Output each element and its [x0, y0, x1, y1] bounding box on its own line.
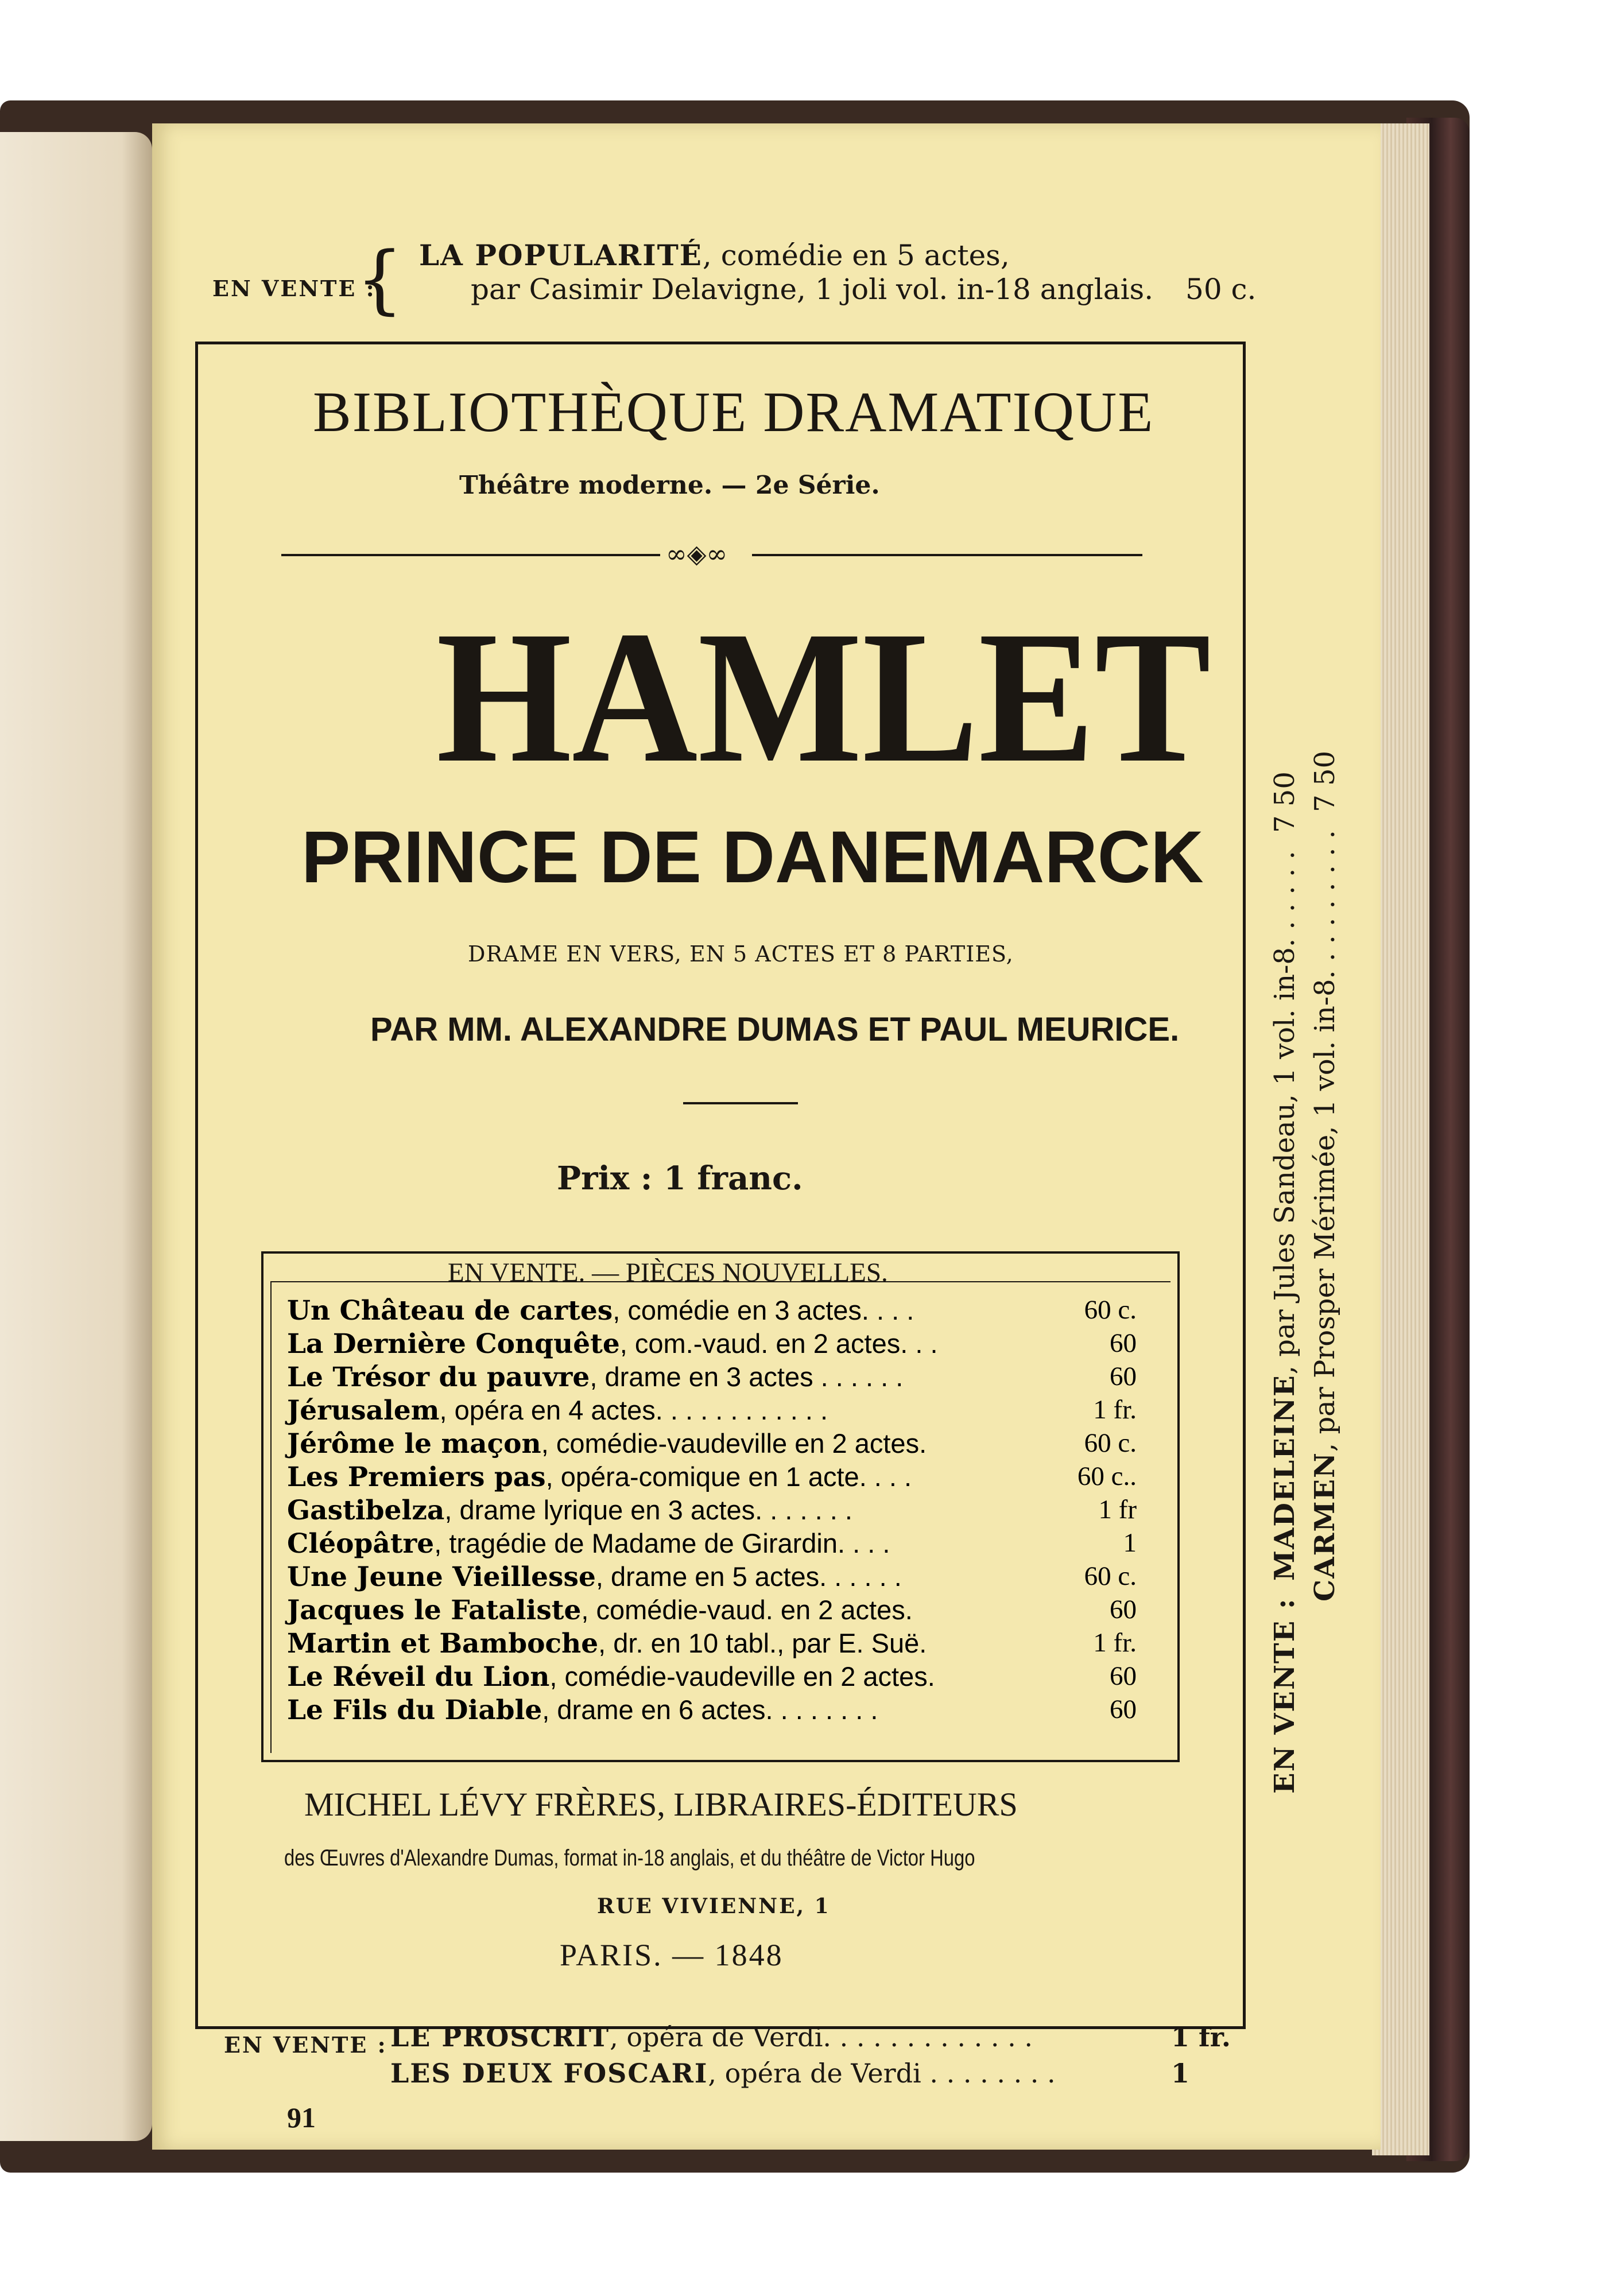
catalog-item-title: Les Premiers pas	[287, 1461, 546, 1493]
catalog-item-price: 60	[1110, 1694, 1137, 1724]
catalog-row	[287, 1461, 1160, 1494]
footer-line2	[390, 2058, 1056, 2089]
catalog-item-desc: , com.-vaud. en 2 actes. . .	[619, 1328, 938, 1359]
catalog-item-title: Le Réveil du Lion	[287, 1661, 550, 1693]
short-rule	[683, 1102, 798, 1104]
series-title: BIBLIOTHÈQUE DRAMATIQUE	[313, 380, 1154, 444]
page-edges	[1372, 123, 1429, 2155]
ornament-icon: ∞◈∞	[666, 540, 728, 569]
catalog-item-price: 1 fr.	[1093, 1628, 1137, 1658]
catalog-item-desc: , drame en 5 actes. . . . . .	[595, 1561, 902, 1592]
catalog-item-price: 60	[1110, 1362, 1137, 1391]
catalog-item-desc: , tragédie de Madame de Girardin. . . .	[434, 1528, 890, 1558]
footer-line1-rest: , opéra de Verdi. . . . . . . . . . . . .	[610, 2022, 1033, 2053]
catalog-item-price: 60	[1110, 1661, 1137, 1691]
catalog-item-price: 60 c..	[1077, 1461, 1137, 1491]
footer-line1	[390, 2022, 1033, 2053]
catalog-row	[287, 1428, 1160, 1461]
catalog-heading: EN VENTE. — PIÈCES NOUVELLES.	[448, 1258, 888, 1287]
play-price: Prix : 1 franc.	[557, 1159, 803, 1197]
catalog-item-title: Jérôme le maçon	[287, 1428, 541, 1460]
catalog-item-title: Un Château de cartes	[287, 1295, 613, 1327]
header-line2-price: 50 c.	[1185, 273, 1257, 306]
catalog-item-title: Le Fils du Diable	[287, 1694, 542, 1726]
catalog-item-price: 1	[1123, 1528, 1137, 1558]
catalog-item-title: Jacques le Fataliste	[287, 1595, 582, 1626]
side-ad-title-carmen: CARMEN	[1309, 1452, 1341, 1601]
header-line1-rest: , comédie en 5 actes,	[702, 239, 1010, 272]
catalog-item-price: 60	[1110, 1595, 1137, 1624]
side-ad-line1-price: 7 50	[1269, 771, 1301, 833]
page-number: 91	[287, 2101, 316, 2134]
catalog-row	[287, 1394, 1160, 1428]
catalog-row	[287, 1294, 1160, 1328]
publisher-address: RUE VIVIENNE, 1	[597, 1894, 831, 1918]
side-ad-line2-rest: , par Prosper Mérimée, 1 vol. in-8. . . . . . . . .	[1309, 830, 1341, 1452]
play-subtitle: PRINCE DE DANEMARCK	[301, 816, 1204, 898]
catalog-item-desc: , comédie-vaudeville en 2 actes.	[541, 1428, 927, 1459]
footer-line1-price: 1 fr.	[1171, 2022, 1231, 2053]
publisher-name: MICHEL LÉVY FRÈRES, LIBRAIRES-ÉDITEURS	[304, 1786, 1018, 1823]
catalog-item-price: 60	[1110, 1328, 1137, 1358]
catalog-item-desc: , comédie-vaudeville en 2 actes.	[549, 1661, 935, 1692]
header-title-popularite: LA POPULARITÉ	[419, 238, 703, 272]
catalog-row	[287, 1361, 1160, 1394]
catalog-row	[287, 1627, 1160, 1661]
footer-line2-price: 1	[1171, 2058, 1190, 2089]
catalog-item-price: 60 c.	[1084, 1561, 1137, 1591]
footer-title-proscrit: LE PROSCRIT	[390, 2022, 610, 2053]
play-genre: DRAME EN VERS, EN 5 ACTES ET 8 PARTIES,	[468, 941, 1014, 967]
side-ad-line2-price: 7 50	[1309, 750, 1341, 812]
catalog-item-desc: , drame lyrique en 3 actes. . . . . . .	[444, 1495, 852, 1525]
side-ad-line1	[1269, 771, 1301, 1794]
catalog-item-title: La Dernière Conquête	[287, 1328, 620, 1360]
catalog-row	[287, 1527, 1160, 1561]
catalog-item-price: 60 c.	[1084, 1428, 1137, 1458]
catalog-row	[287, 1494, 1160, 1527]
catalog-item-desc: , drame en 3 actes . . . . . .	[590, 1362, 904, 1392]
catalog-item-title: Jérusalem	[287, 1395, 440, 1426]
catalog-row	[287, 1561, 1160, 1594]
catalog-item-desc: , opéra en 4 actes. . . . . . . . . . . .	[439, 1395, 828, 1425]
catalog-item-title: Gastibelza	[287, 1495, 445, 1526]
catalog-item-title: Martin et Bamboche	[287, 1628, 599, 1659]
catalog-row	[287, 1694, 1160, 1727]
catalog-item-title: Cléopâtre	[287, 1528, 435, 1560]
side-ad-label: EN VENTE :	[1269, 1597, 1301, 1794]
catalog-item-desc: , comédie en 3 actes. . . .	[613, 1295, 914, 1325]
publisher-city-date: PARIS. — 1848	[560, 1938, 784, 1972]
play-title: HAMLET	[436, 592, 1211, 802]
header-brace: {	[356, 235, 404, 323]
footer-line2-rest: , opéra de Verdi . . . . . . . .	[708, 2058, 1056, 2089]
footer-label: EN VENTE :	[224, 2032, 387, 2058]
catalog-item-desc: , drame en 6 actes. . . . . . . .	[542, 1694, 878, 1725]
header-line2-text: par Casimir Delavigne, 1 joli vol. in-18 anglais.	[471, 273, 1154, 306]
catalog-item-desc: , dr. en 10 tabl., par E. Suë.	[598, 1628, 927, 1658]
catalog-item-title: Le Trésor du pauvre	[287, 1362, 590, 1393]
catalog-row	[287, 1594, 1160, 1627]
side-ad-title-madeleine: MADELEINE	[1269, 1374, 1301, 1581]
publisher-line2: des Œuvres d'Alexandre Dumas, format in-18 anglais, et du théâtre de Victor Hugo	[284, 1845, 975, 1871]
catalog-item-desc: , comédie-vaud. en 2 actes.	[581, 1595, 913, 1625]
header-line1	[419, 238, 1010, 272]
catalog-item-price: 60 c.	[1084, 1295, 1137, 1325]
catalog-item-desc: , opéra-comique en 1 acte. . . .	[545, 1461, 912, 1492]
header-label: EN VENTE :	[212, 276, 376, 301]
side-ad-line1-rest: , par Jules Sandeau, 1 vol. in-8. . . . . .	[1269, 851, 1301, 1375]
catalog-item-price: 1 fr.	[1093, 1395, 1137, 1425]
series-subtitle: Théâtre moderne. — 2e Série.	[459, 471, 880, 500]
catalog-item-price: 1 fr	[1098, 1495, 1137, 1525]
side-ad-line2	[1309, 751, 1341, 1601]
catalog-row	[287, 1661, 1160, 1694]
left-page	[0, 132, 152, 2141]
header-line2	[471, 273, 1256, 306]
footer-title-foscari: LES DEUX FOSCARI	[390, 2058, 708, 2089]
catalog-item-title: Une Jeune Vieillesse	[287, 1561, 596, 1593]
ornament-rule-right	[752, 554, 1142, 556]
catalog-row	[287, 1328, 1160, 1361]
play-authors: PAR MM. ALEXANDRE DUMAS ET PAUL MEURICE.	[370, 1011, 1180, 1048]
ornament-rule-left	[281, 554, 660, 556]
